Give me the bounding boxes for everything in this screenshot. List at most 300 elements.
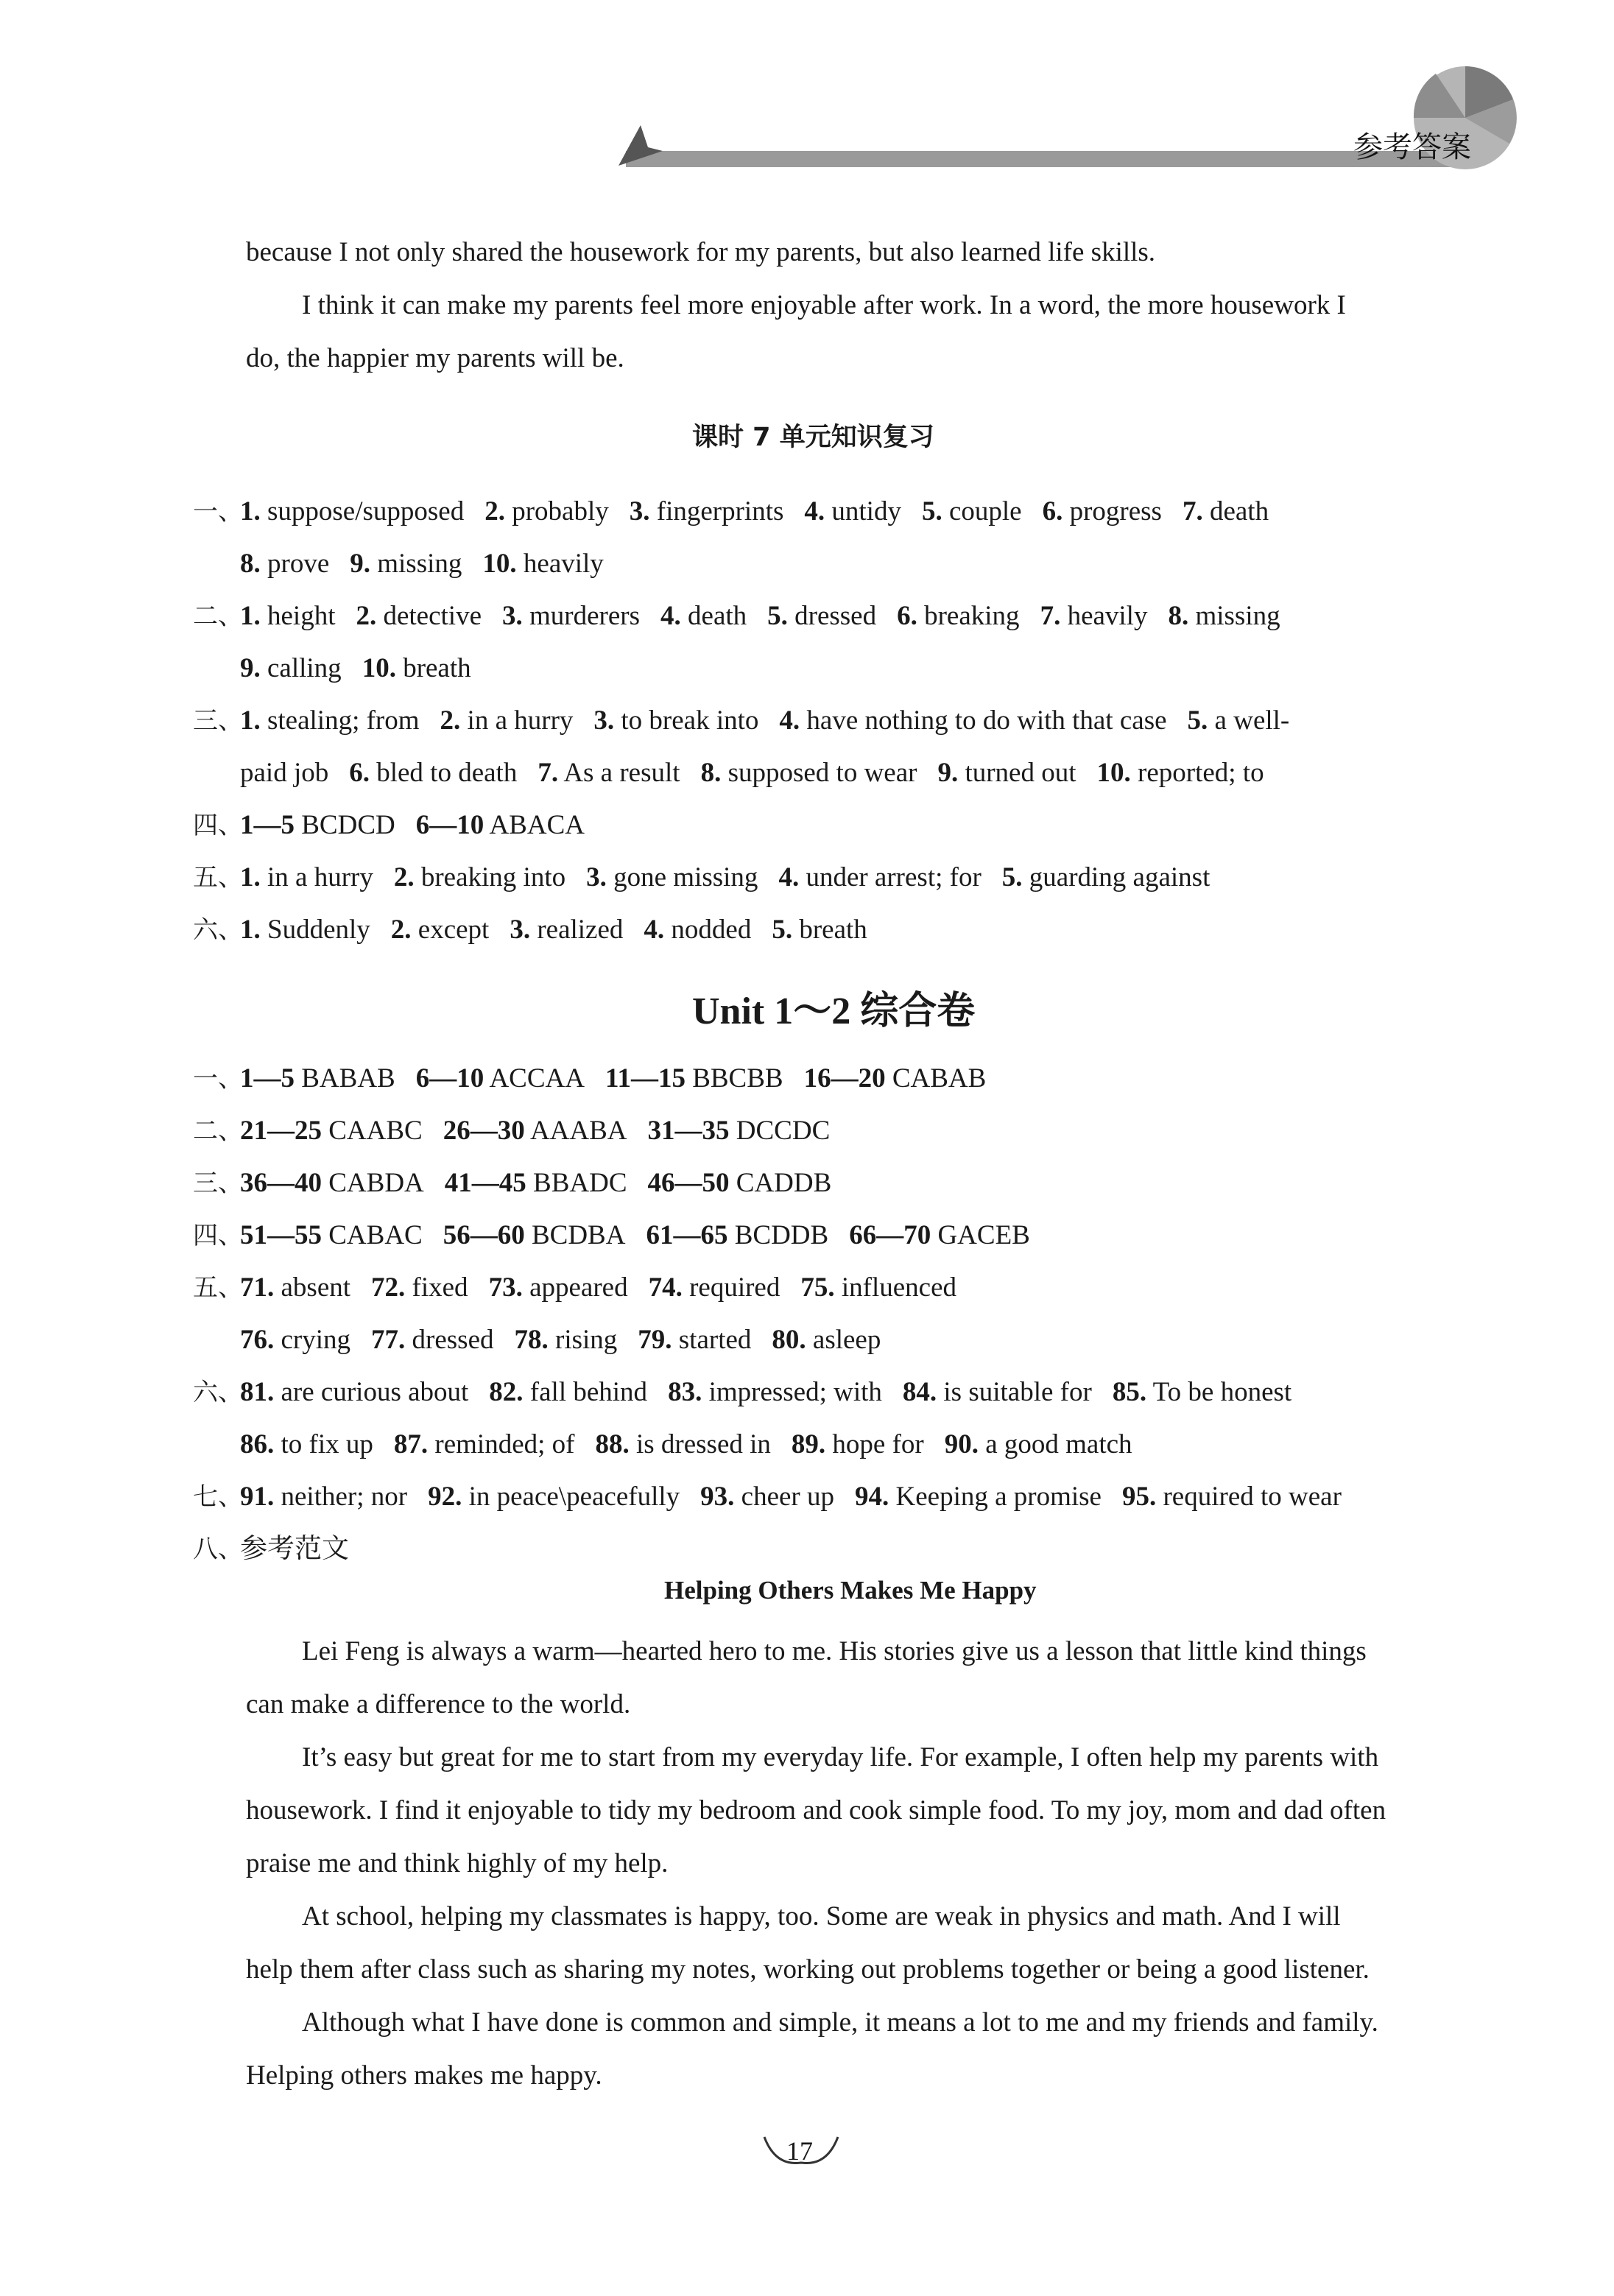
answer-item [240, 650, 342, 687]
answer-item [897, 598, 1019, 635]
answer-text: turned out [965, 758, 1076, 788]
answer-number: 11—15 [605, 1063, 686, 1094]
answer-item [648, 1113, 831, 1149]
answer-item [855, 1479, 1102, 1515]
answer-text: impressed; with [708, 1377, 882, 1407]
answer-text: a good match [985, 1429, 1132, 1459]
answer-item [240, 1217, 423, 1254]
answer-number: 4. [804, 496, 825, 527]
answer-row [193, 650, 492, 687]
intro-line: because I not only shared the housework for my parents, but also learned life skills. [246, 237, 1156, 267]
answer-number: 89. [791, 1429, 826, 1459]
answer-number: 4. [660, 601, 681, 631]
answer-item [605, 1060, 783, 1097]
answer-item [240, 807, 395, 844]
answer-text: paid job [240, 758, 329, 788]
answer-text: reminded; of [434, 1429, 575, 1459]
answer-text: except [417, 915, 490, 945]
answer-item [595, 1426, 770, 1463]
answer-number: 95. [1121, 1482, 1157, 1512]
answer-item [240, 1322, 350, 1359]
answer-text: started [678, 1325, 752, 1355]
essay-line: At school, helping my classmates is happy, too. Some are weak in physics and math. And I will [302, 1901, 1341, 1931]
answer-number: 1—5 [240, 810, 295, 840]
answer-item [1168, 598, 1280, 635]
answer-text: DCCDC [736, 1116, 831, 1146]
answer-number: 6. [897, 601, 917, 631]
answer-text: appeared [529, 1272, 628, 1303]
answer-item [701, 755, 917, 792]
answer-row [193, 755, 1285, 792]
answer-text: CADDB [736, 1168, 832, 1198]
answer-number: 9. [350, 549, 370, 579]
answer-row [193, 912, 888, 948]
answer-row [193, 1113, 850, 1149]
answer-text: fingerprints [656, 496, 784, 527]
answer-item [800, 1270, 956, 1306]
answer-number: 87. [393, 1429, 429, 1459]
answer-item [1040, 598, 1148, 635]
essay-line: can make a difference to the world. [246, 1689, 631, 1719]
answer-text: is dressed in [635, 1429, 771, 1459]
answer-item [1122, 1479, 1342, 1515]
answer-item [349, 755, 517, 792]
answer-item [394, 859, 565, 896]
essay-line: It’s easy but great for me to start from my everyday life. For example, I often help my parents with [302, 1742, 1379, 1772]
answer-text: neither; nor [281, 1482, 408, 1512]
answer-number: 92. [428, 1482, 462, 1512]
answer-number: 8. [240, 549, 261, 579]
answer-text: absent [281, 1272, 351, 1303]
answer-row [193, 1374, 1312, 1411]
answer-text: cheer up [741, 1482, 834, 1512]
answer-text: supposed to wear [727, 758, 917, 788]
answer-number: 9. [240, 653, 261, 683]
answer-number: 1. [240, 496, 261, 527]
answer-row [193, 807, 605, 844]
answer-item [1183, 493, 1269, 530]
answer-number: 10. [362, 653, 396, 683]
answer-number: 56—60 [443, 1220, 525, 1250]
answer-number: 75. [800, 1272, 835, 1303]
answer-text: BCDDB [734, 1220, 829, 1250]
answer-number: 1. [240, 915, 261, 945]
answer-text: CABDA [328, 1168, 424, 1198]
answer-number: 1—5 [240, 1063, 295, 1094]
answer-item [1002, 859, 1210, 896]
answer-item [593, 702, 758, 739]
answer-number: 6—10 [415, 1063, 484, 1094]
answer-number: 2. [356, 601, 377, 631]
answer-number: 4. [778, 862, 800, 892]
answer-text: height [267, 601, 336, 631]
answer-number: 1. [240, 601, 261, 631]
answer-text: realized [537, 915, 624, 945]
answer-text: under arrest; for [806, 862, 982, 892]
answer-text: in a hurry [467, 705, 574, 736]
answer-number: 3. [502, 601, 523, 631]
page-number [786, 2135, 813, 2166]
section-label: 五、 [193, 1273, 243, 1303]
answer-item [489, 1270, 628, 1306]
answer-row [193, 702, 1310, 739]
section-label: 七、 [193, 1482, 243, 1512]
answer-number: 74. [648, 1272, 683, 1303]
answer-number: 88. [595, 1429, 630, 1459]
answer-item [1188, 702, 1290, 739]
answer-number: 2. [393, 862, 415, 892]
answer-item [646, 1217, 828, 1254]
answer-item [586, 859, 758, 896]
answer-number: 5. [1001, 862, 1023, 892]
intro-line: do, the happier my parents will be. [246, 343, 624, 373]
answer-text: guarding against [1029, 862, 1210, 892]
section-label: 二、 [193, 1116, 243, 1146]
answer-number: 86. [240, 1429, 275, 1459]
answer-item [240, 1113, 423, 1149]
answer-number: 80. [772, 1325, 806, 1355]
answer-item [1043, 493, 1162, 530]
answer-text: nodded [671, 915, 752, 945]
answer-row [193, 493, 1289, 530]
answer-text: in peace\peacefully [468, 1482, 680, 1512]
answer-text: calling [267, 653, 342, 683]
answer-text: ABACA [489, 810, 585, 840]
answer-text: prove [267, 549, 330, 579]
answer-item [240, 755, 328, 792]
answer-item [700, 1479, 834, 1515]
page-number-text: 17 [786, 2136, 813, 2166]
answer-text: BBCBB [692, 1063, 783, 1094]
answer-item [778, 859, 981, 896]
section-label: 一、 [193, 1064, 243, 1094]
answer-item [350, 546, 462, 582]
answer-text: AAABA [529, 1116, 627, 1146]
answer-number: 5. [921, 496, 942, 527]
section-label: 八、 [193, 1535, 243, 1564]
answer-item [371, 1322, 493, 1359]
answer-text: reported; to [1138, 758, 1264, 788]
page-number-ornament [757, 2130, 845, 2174]
answer-number: 26—30 [443, 1116, 525, 1146]
answer-text: are curious about [281, 1377, 469, 1407]
answer-number: 21—25 [240, 1116, 322, 1146]
answer-item [440, 702, 574, 739]
section-label: 五、 [193, 863, 243, 892]
answer-number: 6—10 [415, 810, 484, 840]
answer-text: Suddenly [267, 915, 370, 945]
answer-row [193, 1060, 1007, 1097]
answer-item [489, 1374, 647, 1411]
answer-text: detective [383, 601, 482, 631]
answer-number: 3. [510, 915, 531, 945]
answer-number: 9. [937, 758, 959, 788]
section-label: 三、 [193, 706, 243, 736]
answer-number: 5. [767, 601, 788, 631]
answer-text: heavily [523, 549, 604, 579]
answer-number: 51—55 [240, 1220, 322, 1250]
answer-item [362, 650, 471, 687]
answer-text: death [1209, 496, 1269, 527]
answer-text: missing [1195, 601, 1280, 631]
answer-number: 76. [240, 1325, 275, 1355]
answer-item [240, 546, 329, 582]
answer-item [240, 1531, 349, 1568]
answer-number: 93. [700, 1482, 735, 1512]
answer-item [416, 807, 585, 844]
answer-text: couple [948, 496, 1022, 527]
answer-number: 16—20 [803, 1063, 886, 1094]
answer-text: GACEB [937, 1220, 1030, 1250]
answer-text: to fix up [281, 1429, 373, 1459]
answer-number: 90. [944, 1429, 979, 1459]
answer-item [394, 1426, 575, 1463]
answer-number: 71. [240, 1272, 275, 1303]
answer-number: 4. [644, 915, 665, 945]
answer-text: have nothing to do with that case [806, 705, 1167, 736]
answer-row [193, 1217, 1051, 1254]
answer-number: 6. [349, 758, 370, 788]
answer-item [538, 755, 680, 792]
answer-text: BBADC [533, 1168, 627, 1198]
answer-number: 61—65 [646, 1220, 728, 1250]
answer-text: CABAC [328, 1220, 423, 1250]
intro-line: I think it can make my parents feel more enjoyable after work. In a word, the more housework I [302, 290, 1346, 320]
answer-text: rising [555, 1325, 618, 1355]
answer-item [240, 598, 335, 635]
answer-text: fixed [412, 1272, 468, 1303]
answer-row [193, 1426, 1153, 1463]
answer-row [193, 1270, 977, 1306]
answer-text: BCDBA [531, 1220, 626, 1250]
answer-number: 73. [488, 1272, 523, 1303]
answer-text: As a result [563, 758, 680, 788]
answer-item [630, 493, 784, 530]
answer-item [240, 912, 370, 948]
answer-number: 77. [371, 1325, 406, 1355]
answer-text: influenced [841, 1272, 957, 1303]
answer-text: BCDCD [301, 810, 395, 840]
answer-number: 1. [240, 862, 261, 892]
answer-text: BABAB [301, 1063, 395, 1094]
answer-item [779, 702, 1166, 739]
answer-number: 94. [855, 1482, 889, 1512]
answer-item [371, 1270, 468, 1306]
answer-text: gone missing [613, 862, 758, 892]
answer-item [767, 598, 876, 635]
answer-number: 7. [1182, 496, 1203, 527]
answer-text: required to wear [1163, 1482, 1342, 1512]
unit-title: Unit 1～2 综合卷 [692, 990, 976, 1032]
answer-text: 参考范文 [240, 1534, 349, 1564]
answer-item [515, 1322, 618, 1359]
answer-item [772, 1322, 881, 1359]
answer-item [945, 1426, 1132, 1463]
answer-item [240, 1479, 407, 1515]
answer-text: Keeping a promise [895, 1482, 1102, 1512]
answer-item [772, 912, 867, 948]
answer-item [668, 1374, 882, 1411]
answer-text: untidy [831, 496, 901, 527]
answer-number: 31—35 [647, 1116, 730, 1146]
answer-item [240, 1165, 424, 1202]
section-label: 六、 [193, 915, 243, 945]
answer-item [792, 1426, 924, 1463]
answer-number: 72. [371, 1272, 406, 1303]
answer-number: 79. [638, 1325, 672, 1355]
header-label: 参考答案 [1353, 130, 1471, 164]
answer-number: 83. [668, 1377, 702, 1407]
answer-row [193, 1479, 1362, 1515]
answer-item [240, 493, 464, 530]
answer-item [391, 912, 490, 948]
answer-number: 91. [240, 1482, 275, 1512]
answer-item [849, 1217, 1030, 1254]
answer-text: crying [281, 1325, 351, 1355]
section-label: 四、 [193, 1221, 243, 1250]
answer-text: breaking [924, 601, 1020, 631]
answer-item [922, 493, 1022, 530]
answer-row [193, 859, 1230, 896]
essay-line: Lei Feng is always a warm—hearted hero to me. His stories give us a lesson that little kind things [302, 1636, 1367, 1666]
answer-number: 7. [1040, 601, 1061, 631]
answer-number: 36—40 [240, 1168, 322, 1198]
answer-text: is suitable for [943, 1377, 1092, 1407]
answer-number: 78. [514, 1325, 549, 1355]
answer-number: 81. [240, 1377, 275, 1407]
answer-text: a well- [1214, 705, 1290, 736]
answer-text: breaking into [420, 862, 566, 892]
answer-number: 66—70 [849, 1220, 931, 1250]
answer-number: 8. [1168, 601, 1189, 631]
answer-number: 85. [1112, 1377, 1147, 1407]
answer-text: To be honest [1152, 1377, 1292, 1407]
answer-item [240, 1270, 350, 1306]
answer-text: asleep [812, 1325, 881, 1355]
header-banner-graphic [0, 0, 1614, 206]
answer-item [445, 1165, 627, 1202]
answer-number: 1. [240, 705, 261, 736]
answer-row [193, 546, 624, 582]
essay-line: praise me and think highly of my help. [246, 1848, 669, 1878]
answer-number: 3. [586, 862, 607, 892]
answer-number: 5. [772, 915, 793, 945]
answer-item [648, 1165, 832, 1202]
answer-item [510, 912, 623, 948]
answer-text: missing [377, 549, 462, 579]
answer-item [240, 1374, 468, 1411]
answer-row [193, 598, 1301, 635]
answer-number: 8. [700, 758, 722, 788]
answer-text: death [688, 601, 747, 631]
answer-number: 6. [1042, 496, 1063, 527]
answer-text: hope for [832, 1429, 924, 1459]
answer-item [644, 912, 751, 948]
header-bar [626, 151, 1480, 167]
answer-number: 10. [1096, 758, 1131, 788]
answer-item [240, 1426, 373, 1463]
answer-item [482, 546, 603, 582]
answer-text: stealing; from [267, 705, 420, 736]
answer-number: 5. [1187, 705, 1208, 736]
answer-item [903, 1374, 1092, 1411]
answer-item [660, 598, 747, 635]
answer-item [638, 1322, 751, 1359]
answer-item [804, 1060, 987, 1097]
answer-text: progress [1069, 496, 1162, 527]
answer-number: 7. [538, 758, 559, 788]
answer-item [240, 702, 420, 739]
answer-row [193, 1322, 901, 1359]
answer-text: fall behind [529, 1377, 648, 1407]
answer-item [937, 755, 1076, 792]
essay-line: Helping others makes me happy. [246, 2060, 602, 2091]
answer-item [502, 598, 640, 635]
answer-number: 2. [440, 705, 461, 736]
answer-text: probably [512, 496, 609, 527]
answer-item [416, 1060, 585, 1097]
answer-text: ACCAA [489, 1063, 585, 1094]
answer-text: heavily [1067, 601, 1148, 631]
answer-item [240, 1060, 395, 1097]
answer-item [1113, 1374, 1291, 1411]
section-label: 三、 [193, 1169, 243, 1198]
answer-number: 3. [629, 496, 650, 527]
answer-text: dressed [412, 1325, 494, 1355]
lesson-title: 课时 7 单元知识复习 [692, 423, 934, 452]
answer-text: bled to death [376, 758, 518, 788]
answer-number: 46—50 [647, 1168, 730, 1198]
answer-row [193, 1165, 852, 1202]
answer-text: murderers [529, 601, 641, 631]
section-label: 一、 [193, 497, 243, 527]
essay-title: Helping Others Makes Me Happy [664, 1576, 1037, 1605]
section-label: 四、 [193, 811, 243, 840]
answer-number: 3. [593, 705, 615, 736]
essay-line: housework. I find it enjoyable to tidy my bedroom and cook simple food. To my joy, mom and dad often [246, 1795, 1386, 1825]
answer-item [484, 493, 609, 530]
answer-text: suppose/supposed [267, 496, 465, 527]
page-header [0, 0, 1614, 206]
answer-text: breath [799, 915, 867, 945]
answer-text: required [689, 1272, 780, 1303]
answer-item [649, 1270, 780, 1306]
answer-row [193, 1531, 370, 1568]
answer-item [443, 1217, 626, 1254]
answer-item [240, 859, 373, 896]
answer-text: CAABC [328, 1116, 423, 1146]
essay-line: Although what I have done is common and simple, it means a lot to me and my friends and family. [302, 2007, 1378, 2038]
answer-number: 10. [482, 549, 517, 579]
answer-number: 41—45 [444, 1168, 526, 1198]
answer-number: 2. [390, 915, 412, 945]
answer-number: 4. [779, 705, 800, 736]
answer-item [443, 1113, 627, 1149]
answer-text: in a hurry [267, 862, 373, 892]
answer-item [356, 598, 482, 635]
section-label: 六、 [193, 1378, 243, 1407]
answer-number: 82. [489, 1377, 524, 1407]
section-label: 二、 [193, 602, 243, 631]
answer-text: CABAB [892, 1063, 987, 1094]
answer-number: 84. [902, 1377, 937, 1407]
answer-item [804, 493, 901, 530]
essay-line: help them after class such as sharing my notes, working out problems together or being a good listener. [246, 1954, 1370, 1985]
answer-item [428, 1479, 680, 1515]
answer-number: 2. [484, 496, 505, 527]
answer-text: breath [403, 653, 471, 683]
answer-text: dressed [794, 601, 877, 631]
